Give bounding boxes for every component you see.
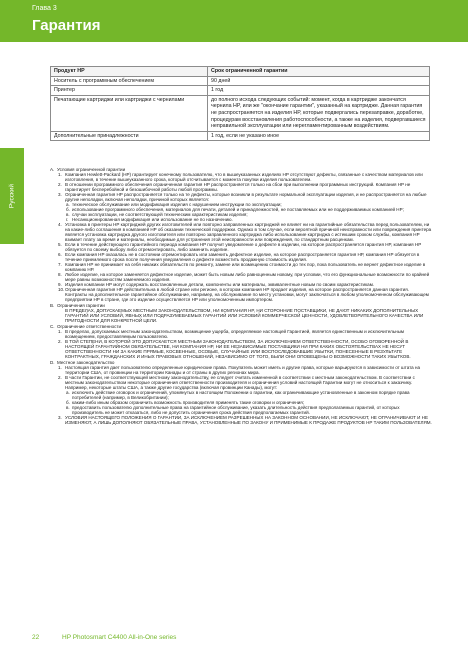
item-text: Ограниченная гарантия HP действительна в любой стране или регионе, в котором компания HP продает изделия, на которое распространяется данная гарантия. Контракты на дополнительное гарантийное обслуживание, например, на обслуживание по месту установки, могут заключаться в любом уполномоченном обслуживающем предприятии HP в стране, где это изделие осуществляется HP или уполномоченным импортером. — [65, 287, 429, 302]
sub-item-letter: а. — [66, 202, 70, 207]
item-text: Настоящая гарантия дает пользователю определенные юридические права. Покупатель может иметь и другие права, которые варьируются в зависимости от штата на территории США, от провинции на территории Канады и от страны в других регионах мира. — [65, 365, 420, 375]
table-cell: Принтер — [51, 86, 208, 96]
header-bar — [0, 0, 468, 42]
list-item — [50, 375, 432, 390]
item-number: 6. — [58, 252, 62, 257]
list-item — [50, 262, 432, 272]
list-item — [50, 272, 432, 282]
list-item — [50, 415, 432, 425]
item-text: В части Гарантии, не соответствующей местному законодательству, ее следует считать измененной в соответствии с местным законодательством. В соответствии с местным законодательством некоторые ограничения ответственности производителя и ограничения условий настоящей Гарантии могут не относиться к заказчику. Например, некоторые штаты США, а также другие государства (включая провинции Канады), могут: — [65, 375, 415, 390]
item-number: 3. — [58, 192, 62, 197]
sub-item-letter: в. — [66, 405, 70, 410]
list-item — [50, 182, 432, 192]
page-title: Гарантия — [32, 17, 101, 34]
item-number: 1. — [58, 329, 62, 334]
warranty-table — [50, 66, 430, 141]
warranty-section — [50, 303, 432, 323]
table-row — [51, 86, 430, 96]
language-tab-label: Русский — [8, 183, 16, 209]
item-number: 2. — [58, 375, 62, 380]
warranty-section — [50, 360, 432, 425]
item-text: В пределах, допускаемых местным законодательством, возмещение ущерба, определяемое настоящей Гарантией, является единственным и исключительным возмещением, предоставляемым пользователю. — [65, 329, 405, 339]
page-footer — [0, 632, 468, 648]
sub-item-letter: б. — [66, 207, 70, 212]
table-cell: до полного исхода следующих событий: момент, когда в картридже закончатся чернила HP, или же "окончание гарантии", указанный на картридже. Данная гарантия не распространяется на изделия HP, которые подвергались перезаправке, доработке, процедурам восстановления работоспособности, а также на изделия, подвергавшиеся неправильной эксплуатации или нерегламентированным воздействиям. — [208, 95, 430, 131]
sub-item-text: исключить действие оговорок и ограничений, упомянутых в настоящем Положении о гарантии, как ограничивающие установленные в законном порядке права потребителей (например, в Великобритании); — [72, 390, 410, 400]
table-header-product: Продукт HP — [51, 67, 208, 77]
item-number: 2. — [58, 182, 62, 187]
table-row — [51, 95, 430, 131]
section-letter: A. — [50, 167, 55, 172]
sub-item-text: техническое обслуживание или модификация изделия с нарушением инструкции по эксплуатации; — [72, 202, 282, 207]
sub-item-letter: а. — [66, 390, 70, 395]
section-letter: D. — [50, 360, 55, 365]
section-title: Местное законодательство — [57, 360, 115, 365]
list-item — [50, 242, 432, 252]
item-number: 1. — [58, 365, 62, 370]
warranty-section — [50, 324, 432, 359]
section-title: Ограничения гарантии — [57, 303, 105, 308]
chapter-label: Глава 3 — [32, 5, 57, 12]
table-cell: Дополнительные принадлежности — [51, 131, 208, 141]
item-text: Если компания HP оказалась не в состоянии отремонтировать или заменить дефектное изделие, на которое распространяется гарантия HP, компания HP обязуется в течение приемлемого срока после получения уведомления о дефекте возместить продажную стоимость изделия. — [65, 252, 420, 262]
section-title: Ограничение ответственности — [57, 324, 122, 329]
sub-item-text: случаи эксплуатации, не соответствующей техническим характеристикам изделия; — [72, 212, 248, 217]
list-item — [50, 339, 432, 359]
item-text: УСЛОВИЯ НАСТОЯЩЕГО ПОЛОЖЕНИЯ О ГАРАНТИИ, ЗА ИСКЛЮЧЕНИЕМ РАЗРЕШЕННЫХ НА ЗАКОННОМ ОСНОВАНИИ, НЕ ИСКЛЮЧАЮТ, НЕ ОГРАНИЧИВАЮТ И НЕ ИЗМЕНЯЮТ, А ЛИШЬ ДОПОЛНЯЮТ ОБЯЗАТЕЛЬНЫЕ ПРАВА, УСТАНОВЛЕННЫЕ ПО ЗАКОНУ И ПРИМЕНИМЫЕ К ПРОДАЖЕ ПРОДУКТОВ HP ТАКИМ ПОЛЬЗОВАТЕЛЯМ. — [65, 415, 432, 425]
item-text: Ограниченная гарантия HP распространяется только на те дефекты, которые возникли в результате нормальной эксплуатации изделия, и не распространяется на любые другие неполадки, включая неполадки, причиной которых является: — [65, 192, 427, 202]
list-item — [50, 222, 432, 242]
table-cell: 90 дней — [208, 76, 430, 86]
table-cell: 1 год — [208, 86, 430, 96]
list-item — [50, 252, 432, 262]
item-text: В отношении программного обеспечения ограниченная гарантия HP распространяется только на сбои при выполнении программных инструкций. Компания HP не гарантирует бесперебойной и безошибочной работы любой программы. — [65, 182, 411, 192]
section-letter: C. — [50, 324, 55, 329]
item-number: 4. — [58, 222, 62, 227]
section-letter: B. — [50, 303, 55, 308]
sub-item-letter: г. — [66, 217, 69, 222]
item-text: Изделия компании HP могут содержать восстановленные детали, компоненты или материалы, эквивалентные новым по своим характеристикам. — [65, 282, 375, 287]
page-number: 22 — [32, 634, 40, 641]
sub-item-text: использование программного обеспечения, материалов для печати, деталей и принадлежностей, не поставляемых или не поддерживаемых компанией HP; — [72, 207, 404, 212]
warranty-text — [50, 166, 432, 425]
list-item — [50, 192, 432, 202]
item-number: 2. — [58, 339, 62, 344]
list-item — [50, 287, 432, 302]
sub-item-text: Несанкционированная модификация или использование не по назначению. — [72, 217, 233, 222]
table-cell: Печатающие картриджи или картриджи с чернилами — [51, 95, 208, 131]
sub-item — [50, 390, 432, 400]
item-number: 10. — [58, 287, 65, 292]
sub-item-text: каким-либо иным образом ограничить возможность производителя применять такие оговорки и ограничения; — [72, 400, 304, 405]
item-number: 9. — [58, 282, 62, 287]
sub-item-text: предоставить пользователю дополнительные права на гарантийное обслуживание, указать длительность действия предполагаемых гарантий, от которых производитель не может отказаться, либо не допустить ограничения срока действия предполагаемых гарантий. — [72, 405, 400, 415]
item-text: Компания HP не принимает на себя никаких обязательств по ремонту, замене или возмещению стоимости до тех пор, пока пользователь не вернет дефектное изделие в компанию HP. — [65, 262, 426, 272]
table-row — [51, 76, 430, 86]
item-text: Компания Hewlett-Packard (HP) гарантирует конечному пользователю, что в вышеуказанных изделиях HP отсутствуют дефекты, связанные с качеством материалов или изготовления, в течение вышеуказанного срока, который отсчитывается с момента покупки изделия пользователем. — [65, 172, 423, 182]
product-name: HP Photosmart C4400 All-in-One series — [62, 634, 177, 641]
table-cell: Носитель с программным обеспечением — [51, 76, 208, 86]
item-number: 8. — [58, 272, 62, 277]
list-item — [50, 172, 432, 182]
item-text: В ТОЙ СТЕПЕНИ, В КОТОРОЙ ЭТО ДОПУСКАЕТСЯ МЕСТНЫМ ЗАКОНОДАТЕЛЬСТВОМ, ЗА ИСКЛЮЧЕНИЕМ ОТВЕТСТВЕННОСТИ, ОСОБО ОГОВОРЕННОЙ В НАСТОЯЩЕЙ ГАРАНТИЙНОМ ОБЯЗАТЕЛЬСТВЕ, НИ КОМПАНИЯ HP, НИ ЕЕ НЕЗАВИСИМЫЕ ПОСТАВЩИКИ НИ ПРИ КАКИХ ОБСТОЯТЕЛЬСТВАХ НЕ НЕСУТ ОТВЕТСТВЕННОСТИ НИ ЗА КАКИЕ ПРЯМЫЕ, КОСВЕННЫЕ, ОСОБЫЕ, СЛУЧАЙНЫЕ ИЛИ ВОСПОСЛЕДОВАВШИЕ УБЫТКИ, ПОНЕСЕННЫЕ В РЕЗУЛЬТАТЕ КОНТРАКТНЫХ, ГРАЖДАНСКИХ И ИНЫХ ПРАВОВЫХ ОТНОШЕНИЙ, НЕЗАВИСИМО ОТ ТОГО, БЫЛИ ОНИ ОПОВЕЩЕНЫ О ВОЗМОЖНОСТИ ТАКИХ УБЫТКОВ. — [65, 339, 411, 359]
sub-item-letter: б. — [66, 400, 70, 405]
warranty-section — [50, 167, 432, 302]
item-text: Если в течение действующего гарантийного периода компания HP получит уведомление о дефекте в изделии, на которое распространяется гарантия HP, компания HP обязуется по своему выбору либо отремонтировать, либо заменить изделие. — [65, 242, 422, 252]
table-cell: 1 год, если не указано иное — [208, 131, 430, 141]
section-title: Условия ограниченной гарантии — [57, 167, 126, 172]
language-tab — [0, 148, 24, 244]
table-header-row — [51, 67, 430, 77]
list-item — [50, 365, 432, 375]
item-number: 3. — [58, 415, 62, 420]
list-item — [50, 329, 432, 339]
item-text: Установка в принтеры HP картриджей других изготовителей или повторно заправленных картриджей не влияет ни на гарантийные обязательства перед пользователем, ни на какие-либо соглашения в компанией HP об оказании технической поддержки. Однако в том случае, если вероятной причиной неисправности или повреждения принтера является установка картриджа другого изготовителя или повторно заправленного картриджа либо использование картриджа с истекшим сроком службы, компания HP взимает плату за время и материалы, необходимые для устранения этой неисправности или повреждения, по стандартным расценкам. — [65, 222, 432, 242]
section-disclaimer: В ПРЕДЕЛАХ, ДОПУСКАЕМЫХ МЕСТНЫМ ЗАКОНОДАТЕЛЬСТВОМ, НИ КОМПАНИЯ HP, НИ СТОРОННИЕ ПОСТАВЩИКИ, НЕ ДАЮТ НИКАКИХ ДОПОЛНИТЕЛЬНЫХ ГАРАНТИЙ ИЛИ УСЛОВИЙ, ЯВНЫХ ИЛИ ПОДРАЗУМЕВАЕМЫХ ГАРАНТИЙ ИЛИ УСЛОВИЙ КОММЕРЧЕСКОЙ ЦЕННОСТИ, УДОВЛЕТВОРИТЕЛЬНОГО КАЧЕСТВА ИЛИ ПРИГОДНОСТИ ДЛЯ КОНКРЕТНОЙ ЦЕЛИ. — [65, 308, 424, 323]
item-number: 7. — [58, 262, 62, 267]
table-row — [51, 131, 430, 141]
item-number: 1. — [58, 172, 62, 177]
sub-item-letter: в. — [66, 212, 70, 217]
sub-item — [50, 405, 432, 415]
item-number: 5. — [58, 242, 62, 247]
table-header-term: Срок ограниченной гарантии — [208, 67, 430, 77]
item-text: Любое изделие, на которое заменяется дефектное изделие, может быть новым либо равноценным новому, при условии, что его функциональные возможности по крайней мере равны возможностям заменяемого изделия. — [65, 272, 430, 282]
